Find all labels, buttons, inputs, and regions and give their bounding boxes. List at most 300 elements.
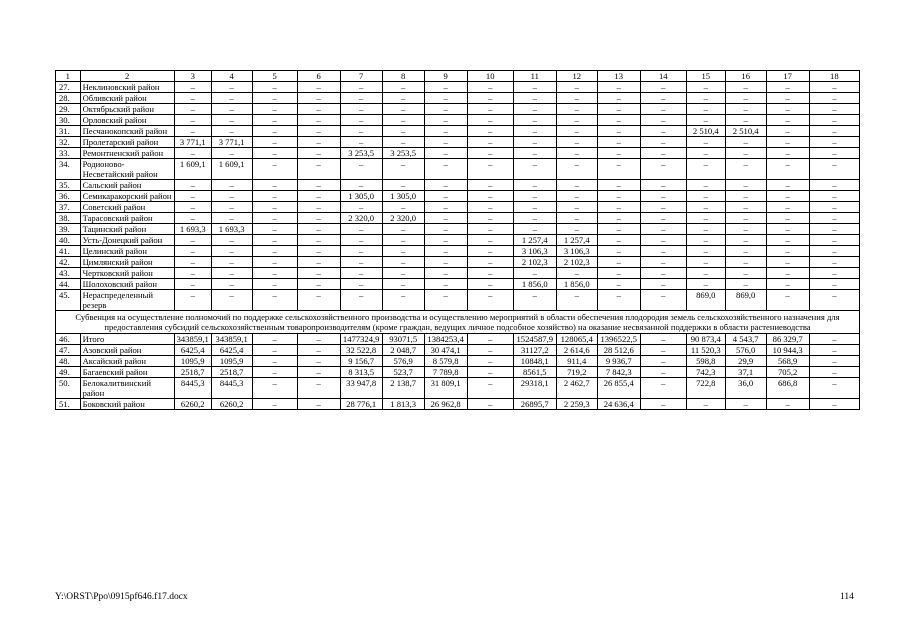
value-cell: – <box>297 104 340 115</box>
column-number: 1 <box>56 71 81 82</box>
table-row <box>56 213 860 224</box>
value-cell: – <box>211 290 252 311</box>
value-cell: – <box>467 399 513 410</box>
column-number: 8 <box>382 71 424 82</box>
value-cell: – <box>513 104 556 115</box>
value-cell: – <box>252 334 297 345</box>
value-cell: – <box>467 213 513 224</box>
row-number: 38. <box>56 213 81 224</box>
value-cell: – <box>174 126 211 137</box>
value-cell: 2 102,3 <box>513 257 556 268</box>
value-cell: – <box>809 279 859 290</box>
value-cell: – <box>766 159 809 180</box>
value-cell: – <box>809 104 859 115</box>
value-cell: 1 609,1 <box>211 159 252 180</box>
table-row <box>56 202 860 213</box>
value-cell: – <box>252 257 297 268</box>
value-cell: 742,3 <box>686 367 725 378</box>
value-cell: – <box>556 224 597 235</box>
value-cell: – <box>467 104 513 115</box>
value-cell: – <box>211 279 252 290</box>
value-cell: – <box>556 213 597 224</box>
value-cell: 2 614,6 <box>556 345 597 356</box>
value-cell: – <box>556 148 597 159</box>
value-cell: 1095,9 <box>211 356 252 367</box>
value-cell: 7 842,3 <box>597 367 640 378</box>
value-cell: 598,8 <box>686 356 725 367</box>
table-row <box>56 180 860 191</box>
value-cell: – <box>252 191 297 202</box>
value-cell: – <box>556 104 597 115</box>
district-name: Шолоховский район <box>80 279 174 290</box>
value-cell: – <box>382 290 424 311</box>
value-cell: – <box>640 367 686 378</box>
value-cell: – <box>340 137 382 148</box>
value-cell: 2 462,7 <box>556 378 597 399</box>
value-cell: 1384253,4 <box>424 334 467 345</box>
value-cell: – <box>174 257 211 268</box>
value-cell: – <box>686 159 725 180</box>
value-cell: – <box>640 202 686 213</box>
value-cell: – <box>766 137 809 148</box>
district-name: Советский район <box>80 202 174 213</box>
value-cell: 568,9 <box>766 356 809 367</box>
value-cell: 31127,2 <box>513 345 556 356</box>
value-cell: – <box>297 290 340 311</box>
value-cell: – <box>340 126 382 137</box>
value-cell: – <box>597 180 640 191</box>
row-number: 44. <box>56 279 81 290</box>
value-cell: – <box>640 334 686 345</box>
value-cell: – <box>467 180 513 191</box>
value-cell: – <box>766 104 809 115</box>
column-number: 6 <box>297 71 340 82</box>
value-cell: 1 257,4 <box>556 235 597 246</box>
value-cell: – <box>340 202 382 213</box>
value-cell: – <box>766 82 809 93</box>
value-cell: – <box>340 235 382 246</box>
value-cell: 4 543,7 <box>725 334 766 345</box>
value-cell: 705,2 <box>766 367 809 378</box>
value-cell: 1 693,3 <box>211 224 252 235</box>
value-cell: – <box>640 93 686 104</box>
value-cell: – <box>809 180 859 191</box>
value-cell: – <box>467 224 513 235</box>
value-cell: – <box>297 93 340 104</box>
value-cell: – <box>252 202 297 213</box>
column-number: 13 <box>597 71 640 82</box>
value-cell: – <box>513 115 556 126</box>
value-cell: – <box>424 115 467 126</box>
value-cell: 2 510,4 <box>686 126 725 137</box>
value-cell: – <box>809 399 859 410</box>
row-number: 45. <box>56 290 81 311</box>
value-cell: – <box>382 115 424 126</box>
table-row <box>56 93 860 104</box>
value-cell: – <box>725 246 766 257</box>
value-cell: – <box>725 279 766 290</box>
value-cell: – <box>467 93 513 104</box>
value-cell: – <box>725 268 766 279</box>
value-cell: – <box>597 82 640 93</box>
value-cell: – <box>686 191 725 202</box>
value-cell: 32 522,8 <box>340 345 382 356</box>
value-cell: – <box>174 191 211 202</box>
district-name: Чертковский район <box>80 268 174 279</box>
value-cell: – <box>597 191 640 202</box>
value-cell: – <box>424 191 467 202</box>
value-cell: – <box>766 213 809 224</box>
value-cell: 2 048,7 <box>382 345 424 356</box>
row-number: 28. <box>56 93 81 104</box>
district-name: Багаевский район <box>80 367 174 378</box>
value-cell: – <box>467 290 513 311</box>
value-cell: – <box>597 148 640 159</box>
value-cell: – <box>766 235 809 246</box>
district-name: Неклиновский район <box>80 82 174 93</box>
value-cell: 686,8 <box>766 378 809 399</box>
value-cell: – <box>252 115 297 126</box>
value-cell: – <box>424 180 467 191</box>
value-cell: 3 253,5 <box>340 148 382 159</box>
value-cell: – <box>424 268 467 279</box>
value-cell: – <box>382 246 424 257</box>
value-cell: – <box>725 224 766 235</box>
value-cell: – <box>297 137 340 148</box>
value-cell: 28 512,6 <box>597 345 640 356</box>
value-cell: – <box>725 82 766 93</box>
header-row <box>56 71 860 82</box>
value-cell: 10848,1 <box>513 356 556 367</box>
value-cell: – <box>513 180 556 191</box>
table-row <box>56 82 860 93</box>
value-cell: 2 320,0 <box>340 213 382 224</box>
value-cell: – <box>467 235 513 246</box>
value-cell: – <box>686 180 725 191</box>
value-cell: – <box>424 126 467 137</box>
value-cell: – <box>211 93 252 104</box>
value-cell: 11 520,3 <box>686 345 725 356</box>
value-cell: 9 156,7 <box>340 356 382 367</box>
value-cell: – <box>211 213 252 224</box>
district-name: Азовский район <box>80 345 174 356</box>
value-cell: – <box>556 268 597 279</box>
value-cell: 2 510,4 <box>725 126 766 137</box>
value-cell: – <box>467 268 513 279</box>
value-cell: – <box>467 126 513 137</box>
value-cell: – <box>513 202 556 213</box>
value-cell: – <box>424 137 467 148</box>
value-cell: – <box>211 202 252 213</box>
value-cell: – <box>340 104 382 115</box>
value-cell: 3 106,3 <box>513 246 556 257</box>
value-cell: – <box>211 180 252 191</box>
table-row <box>56 235 860 246</box>
value-cell: – <box>809 148 859 159</box>
table-row <box>56 191 860 202</box>
value-cell: – <box>640 82 686 93</box>
value-cell: – <box>297 356 340 367</box>
value-cell: – <box>686 202 725 213</box>
value-cell: 8 313,5 <box>340 367 382 378</box>
district-name: Тацинский район <box>80 224 174 235</box>
value-cell: – <box>340 268 382 279</box>
value-cell: – <box>424 213 467 224</box>
value-cell: – <box>809 191 859 202</box>
district-name: Цимлянский район <box>80 257 174 268</box>
value-cell: – <box>297 334 340 345</box>
value-cell: – <box>252 356 297 367</box>
value-cell: 2518,7 <box>174 367 211 378</box>
value-cell: 37,1 <box>725 367 766 378</box>
value-cell: – <box>686 224 725 235</box>
row-number: 32. <box>56 137 81 148</box>
value-cell: 31 809,1 <box>424 378 467 399</box>
value-cell: 36,0 <box>725 378 766 399</box>
value-cell: – <box>640 224 686 235</box>
value-cell: – <box>382 268 424 279</box>
row-number: 41. <box>56 246 81 257</box>
value-cell: 29,9 <box>725 356 766 367</box>
row-number: 35. <box>56 180 81 191</box>
value-cell: – <box>686 235 725 246</box>
value-cell: – <box>640 378 686 399</box>
value-cell: – <box>640 268 686 279</box>
value-cell: – <box>597 268 640 279</box>
district-name: Песчанокопский район <box>80 126 174 137</box>
value-cell: – <box>340 224 382 235</box>
value-cell: – <box>467 367 513 378</box>
value-cell: – <box>809 257 859 268</box>
value-cell: 6260,2 <box>211 399 252 410</box>
value-cell: 1 856,0 <box>513 279 556 290</box>
district-name: Сальский район <box>80 180 174 191</box>
district-name: Целинский район <box>80 246 174 257</box>
value-cell: – <box>252 93 297 104</box>
value-cell: – <box>252 104 297 115</box>
value-cell: – <box>174 180 211 191</box>
value-cell: – <box>297 246 340 257</box>
value-cell: 24 636,4 <box>597 399 640 410</box>
value-cell: – <box>467 246 513 257</box>
value-cell: – <box>382 137 424 148</box>
value-cell: – <box>467 257 513 268</box>
value-cell: – <box>252 345 297 356</box>
district-name: Боковский район <box>80 399 174 410</box>
row-number: 39. <box>56 224 81 235</box>
value-cell: – <box>252 213 297 224</box>
row-number: 36. <box>56 191 81 202</box>
value-cell: – <box>640 257 686 268</box>
value-cell: – <box>766 224 809 235</box>
value-cell: 8 579,8 <box>424 356 467 367</box>
value-cell: – <box>174 148 211 159</box>
district-name: Октябрьский район <box>80 104 174 115</box>
value-cell: – <box>252 137 297 148</box>
value-cell: – <box>809 378 859 399</box>
value-cell: – <box>809 126 859 137</box>
footer-page-number: 114 <box>840 592 854 602</box>
value-cell: – <box>686 399 725 410</box>
value-cell: 1 305,0 <box>340 191 382 202</box>
value-cell: – <box>211 235 252 246</box>
value-cell: – <box>211 82 252 93</box>
row-number: 40. <box>56 235 81 246</box>
value-cell: – <box>725 191 766 202</box>
value-cell: – <box>297 213 340 224</box>
value-cell: – <box>297 202 340 213</box>
value-cell: – <box>252 126 297 137</box>
value-cell: – <box>556 159 597 180</box>
value-cell: – <box>252 246 297 257</box>
value-cell: – <box>424 104 467 115</box>
value-cell: – <box>766 268 809 279</box>
value-cell: – <box>725 235 766 246</box>
table-row <box>56 399 860 410</box>
column-number: 7 <box>340 71 382 82</box>
value-cell: – <box>340 246 382 257</box>
value-cell: – <box>725 159 766 180</box>
column-number: 18 <box>809 71 859 82</box>
value-cell: – <box>297 257 340 268</box>
value-cell: – <box>809 235 859 246</box>
value-cell: 6425,4 <box>211 345 252 356</box>
value-cell: 2 259,3 <box>556 399 597 410</box>
value-cell: – <box>252 290 297 311</box>
value-cell: – <box>174 290 211 311</box>
table-row <box>56 367 860 378</box>
value-cell: – <box>809 115 859 126</box>
district-name: Усть-Донецкий район <box>80 235 174 246</box>
value-cell: 1 257,4 <box>513 235 556 246</box>
value-cell: 33 947,8 <box>340 378 382 399</box>
value-cell: – <box>340 257 382 268</box>
value-cell: – <box>597 213 640 224</box>
row-number: 37. <box>56 202 81 213</box>
value-cell: – <box>424 93 467 104</box>
column-number: 15 <box>686 71 725 82</box>
value-cell: – <box>174 268 211 279</box>
column-number: 5 <box>252 71 297 82</box>
table-row <box>56 224 860 235</box>
value-cell: – <box>640 104 686 115</box>
value-cell: – <box>297 126 340 137</box>
value-cell: – <box>252 378 297 399</box>
value-cell: – <box>640 126 686 137</box>
value-cell: 3 771,1 <box>211 137 252 148</box>
value-cell: – <box>467 82 513 93</box>
value-cell: – <box>809 334 859 345</box>
value-cell: – <box>809 290 859 311</box>
table-row <box>56 104 860 115</box>
row-number: 50. <box>56 378 81 399</box>
value-cell: 343859,1 <box>174 334 211 345</box>
value-cell: 3 771,1 <box>174 137 211 148</box>
value-cell: – <box>809 159 859 180</box>
value-cell: – <box>424 224 467 235</box>
value-cell: 3 106,3 <box>556 246 597 257</box>
value-cell: – <box>725 202 766 213</box>
value-cell: – <box>597 257 640 268</box>
value-cell: – <box>467 202 513 213</box>
value-cell: – <box>467 279 513 290</box>
value-cell: – <box>467 148 513 159</box>
value-cell: – <box>640 191 686 202</box>
value-cell: 869,0 <box>725 290 766 311</box>
value-cell: 722,8 <box>686 378 725 399</box>
value-cell: – <box>424 290 467 311</box>
value-cell: – <box>597 115 640 126</box>
value-cell: – <box>556 126 597 137</box>
district-name: Аксайский район <box>80 356 174 367</box>
value-cell: – <box>211 191 252 202</box>
column-number: 10 <box>467 71 513 82</box>
budget-table <box>55 70 860 410</box>
value-cell: – <box>686 279 725 290</box>
value-cell: 1396522,5 <box>597 334 640 345</box>
value-cell: – <box>252 148 297 159</box>
district-name: Итого <box>80 334 174 345</box>
value-cell: – <box>686 148 725 159</box>
value-cell: – <box>174 202 211 213</box>
row-number: 30. <box>56 115 81 126</box>
value-cell: – <box>340 180 382 191</box>
row-number: 33. <box>56 148 81 159</box>
value-cell: – <box>467 345 513 356</box>
value-cell: – <box>597 246 640 257</box>
value-cell: – <box>252 268 297 279</box>
value-cell: – <box>252 159 297 180</box>
value-cell: – <box>382 235 424 246</box>
value-cell: 1 693,3 <box>174 224 211 235</box>
value-cell: – <box>513 126 556 137</box>
value-cell: – <box>382 257 424 268</box>
value-cell: 2518,7 <box>211 367 252 378</box>
table-row <box>56 148 860 159</box>
value-cell: – <box>809 82 859 93</box>
value-cell: 3 253,5 <box>382 148 424 159</box>
value-cell: 1 813,3 <box>382 399 424 410</box>
value-cell: – <box>211 246 252 257</box>
value-cell: – <box>424 246 467 257</box>
district-name: Обливский район <box>80 93 174 104</box>
row-number: 31. <box>56 126 81 137</box>
value-cell: – <box>297 367 340 378</box>
value-cell: – <box>382 126 424 137</box>
value-cell: 128065,4 <box>556 334 597 345</box>
value-cell: – <box>556 137 597 148</box>
table-row <box>56 378 860 399</box>
value-cell: – <box>382 180 424 191</box>
value-cell: – <box>424 279 467 290</box>
value-cell: – <box>513 148 556 159</box>
value-cell: – <box>174 93 211 104</box>
value-cell: – <box>382 279 424 290</box>
section-title: Субвенция на осуществление полномочий по поддержке сельскохозяйственного производства и осуществлению мероприятий в области обеспечения плодородия земель сельскохозяйственного назначения для предоставления субсидий сельскохозяйственным товаропроизводителям (кроме граждан, ведущих личное подсобное хозяйство) на оказание несвязанной поддержки в области растениеводства <box>56 311 860 334</box>
value-cell: – <box>597 224 640 235</box>
value-cell: – <box>640 137 686 148</box>
value-cell: – <box>174 246 211 257</box>
value-cell: – <box>809 202 859 213</box>
value-cell: 869,0 <box>686 290 725 311</box>
value-cell: – <box>297 148 340 159</box>
value-cell: 1 856,0 <box>556 279 597 290</box>
district-name: Пролетарский район <box>80 137 174 148</box>
value-cell: – <box>467 191 513 202</box>
value-cell: – <box>597 290 640 311</box>
value-cell: 30 474,1 <box>424 345 467 356</box>
value-cell: – <box>252 279 297 290</box>
